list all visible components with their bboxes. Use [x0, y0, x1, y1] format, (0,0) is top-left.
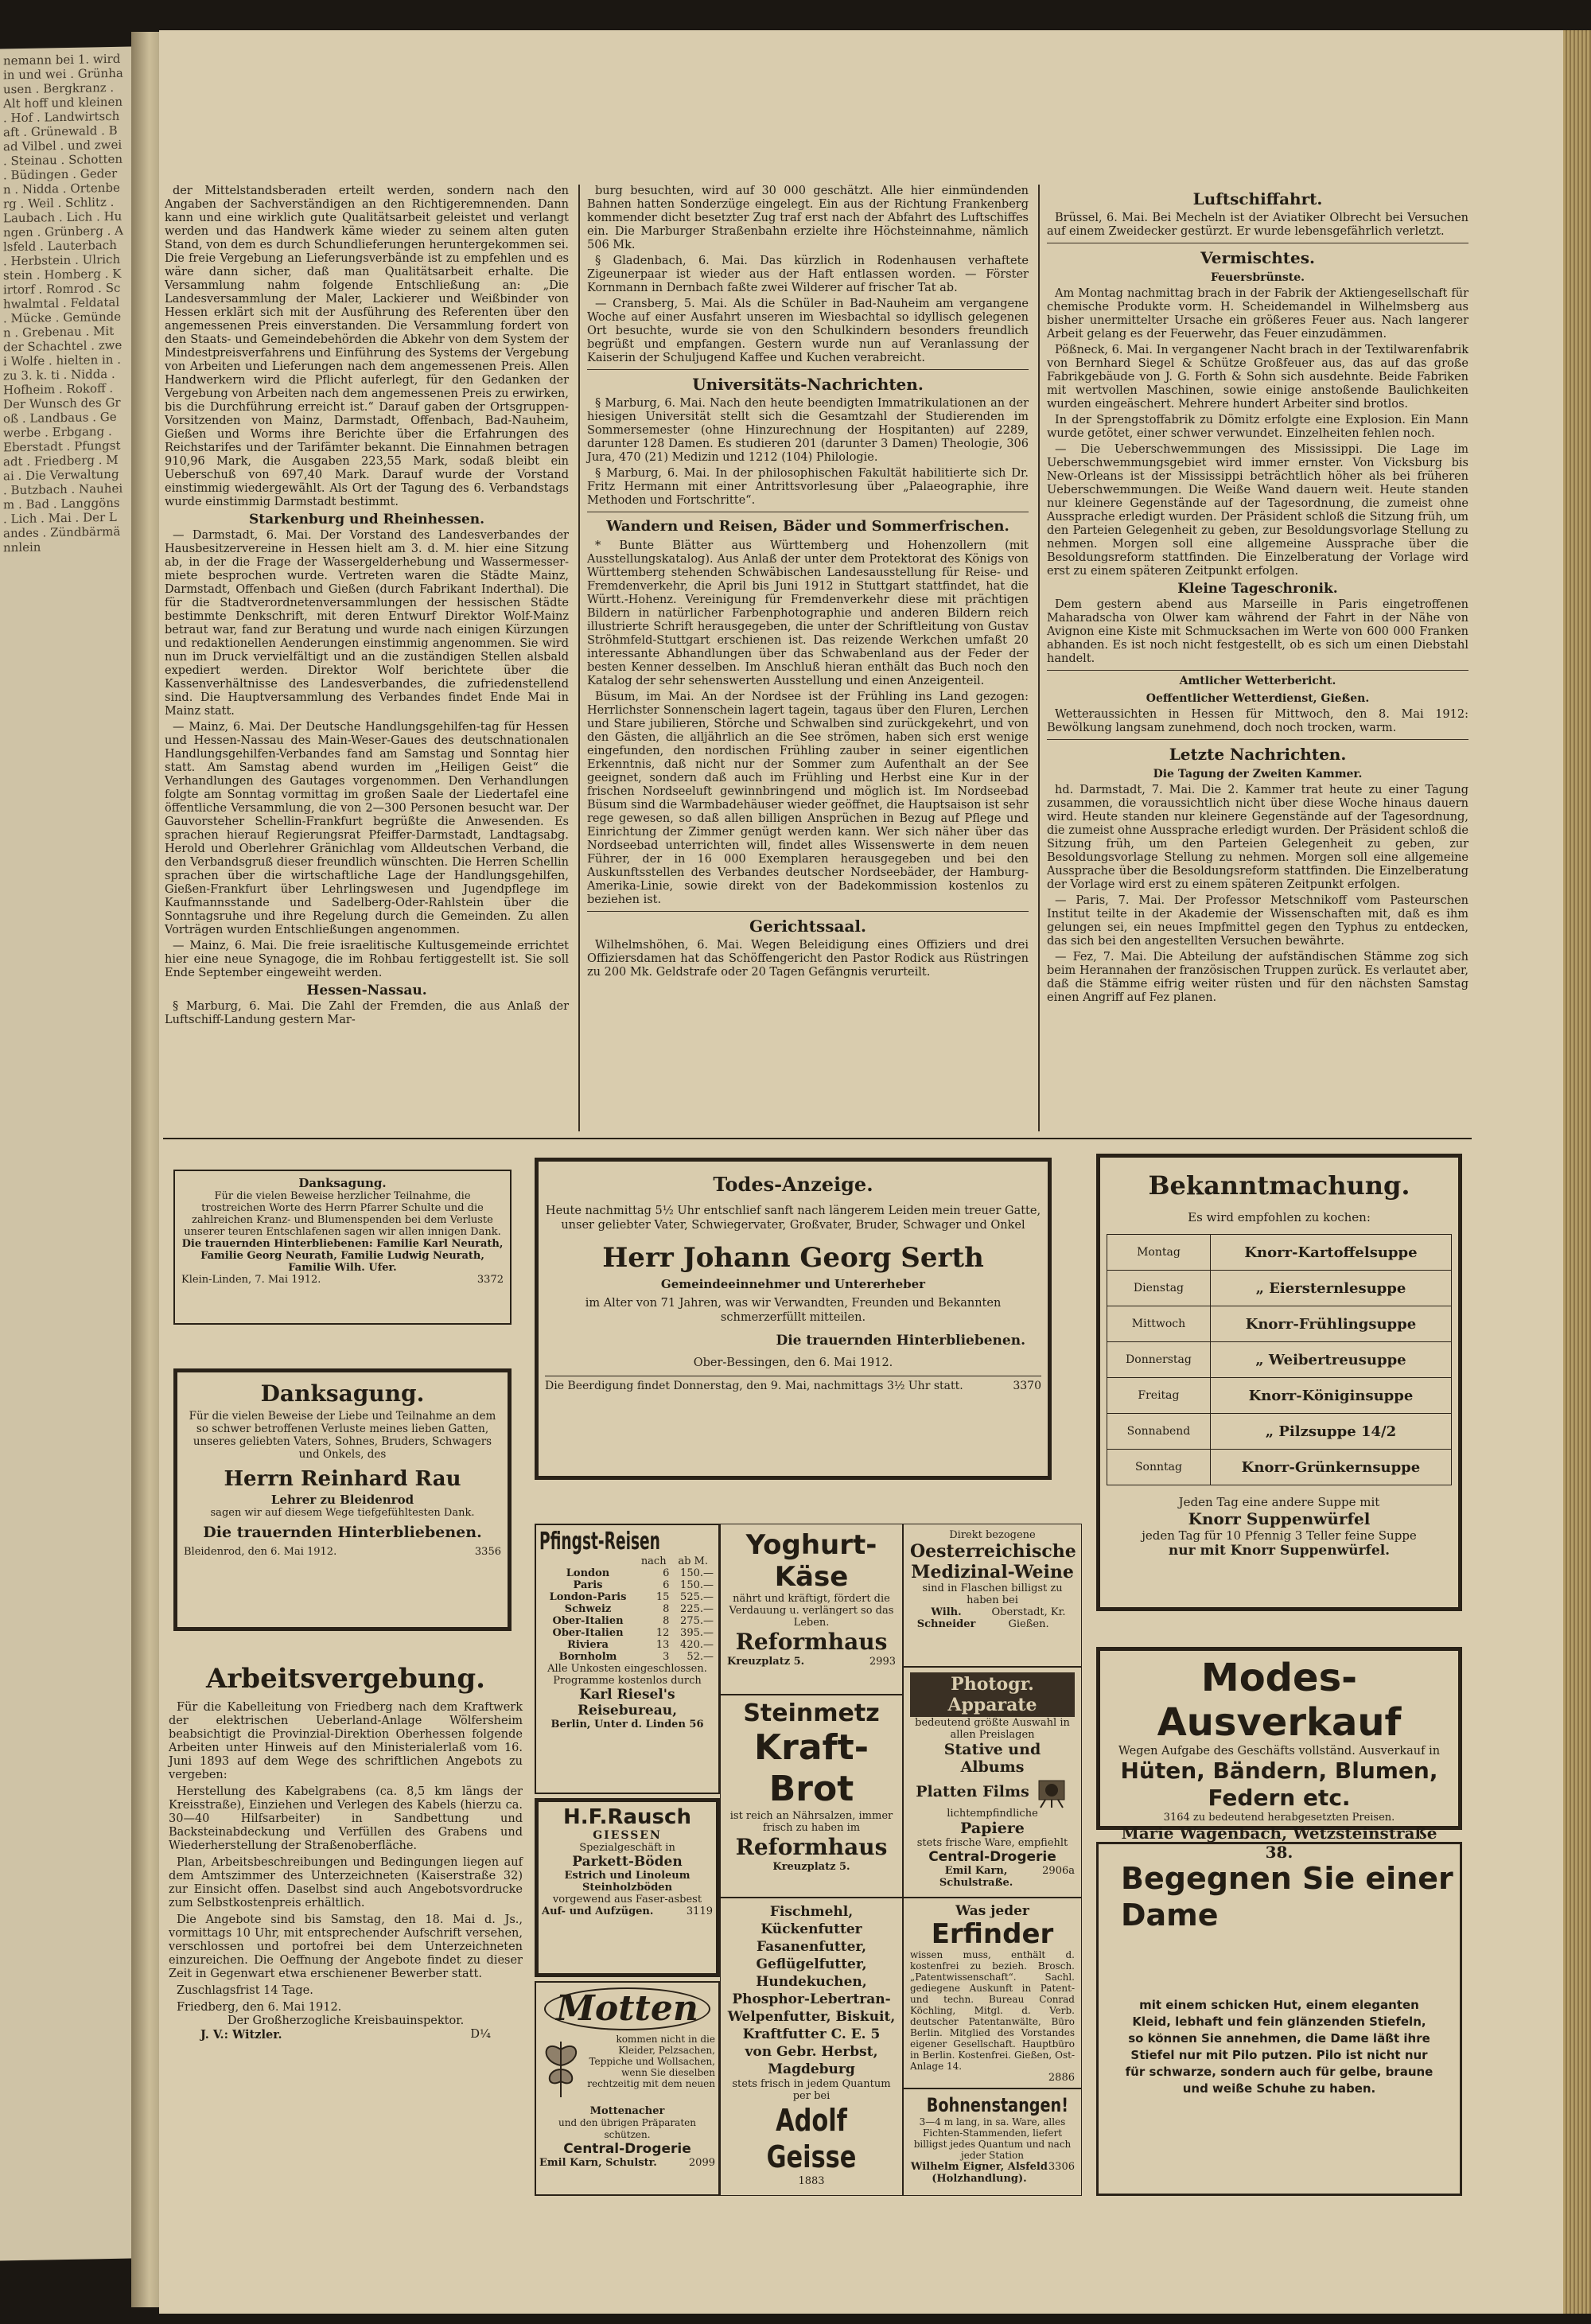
ad-number: 3356	[474, 1546, 501, 1558]
book-gutter	[131, 32, 161, 2307]
ad-modes-ausverkauf	[1096, 1647, 1462, 1862]
ad-text: lichtempfindliche	[947, 1808, 1038, 1820]
article-text: In der Sprengstoffabrik zu Dömitz erfolgte eine Explosion. Ein Mann wurde getötet, einer schwer verwundet. Einzelheiten fehlen noch.	[1047, 414, 1468, 440]
ad-text: Für die vielen Beweise herzlicher Teilnahme, die trostreichen Worte des Herrn Pfarrer Schulte und die zahlreichen Kranz- und Blumenspenden bei dem Verluste unserer teuren Entschlafenen sagen wir allen innigen Dank.	[184, 1190, 501, 1238]
ad-text: Für die vielen Beweise der Liebe und Teilnahme an dem so schwer betroffenen Verluste meines lieben Gatten, unseres geliebten Vaters, Sohnes, Bruders, Schwagers und Onkels, des	[189, 1410, 496, 1461]
ad-danksagung-1	[173, 1170, 512, 1325]
ad-title: H.F.Rausch	[563, 1805, 691, 1829]
ad-title: Photogr. Apparate	[910, 1672, 1075, 1717]
ad-title: Pfingst-Reisen	[539, 1528, 660, 1555]
ad-signature: Der Großherzogliche Kreisbauinspektor.	[227, 2015, 465, 2027]
travel-row	[539, 1591, 715, 1603]
travel-cell: Bornholm	[558, 1651, 617, 1663]
column-divider	[578, 185, 580, 1131]
article-text: — Mainz, 6. Mai. Der Deutsche Handlungsgehilfen-tag für Hessen und Hessen-Nassau des Main-Weser-Gaues des deutschnationalen Handlungsgehilfen-Verbandes fand am Samstag und Sonntag hier statt. Am Samstag abend wurden im „Heiligen Geist“ die Verhandlungen des Gautages vorgenommen. Den Verhandlungen folgte am Sonntag vormittag im großen Saale der Liedertafel eine öffentliche Versammlung, die von 2—300 Personen besucht war. Der Gauvorsteher Schellin-Frankfurt begrüßte die Anwesenden. Es sprachen hierauf Regierungsrat Pfeiffer-Darmstadt, Landtagsabg. Herold und Oberlehrer Gränichlag vom Alldeutschen Verband, die den Verbandsgruß dieser freundlich wünschten. Die Herren Schellin sprachen über die wirtschaftliche Lage der Handlungsgehilfen, Gießen-Frankfurt über Lehrlingswesen und Jugendpflege im Kaufmannsstande und Sadelberg-Oder-Rahlstein über die Sonntagsruhe und ihre Regelung durch die Gemeinden. Zu allen Vorträgen wurden Entschließungen angenommen.	[165, 721, 569, 936]
ad-company: Karl Riesel's Reisebureau,	[577, 1687, 678, 1719]
ad-kraftbrot	[720, 1695, 903, 1898]
travel-cell: 3	[663, 1651, 670, 1663]
ad-shop: Wilh. Schneider	[916, 1606, 976, 1630]
ad-shop: Central-Drogerie	[928, 1849, 1056, 1865]
ad-number: 1883	[798, 2175, 825, 2187]
travel-cell: 275.—	[680, 1615, 714, 1627]
travel-cell: Ober-Italien	[552, 1627, 624, 1639]
ad-text: Was jeder	[955, 1903, 1029, 1919]
article-text: Büsum, im Mai. An der Nordsee ist der Frühling ins Land gezogen: Herrlichster Sonnenschein lagert tagein, tagaus über den Fluren, Lerchen und Stare jubilieren, Störche und Schwalben sind zurückgekehrt, und von den Gästen, die alljährlich an die See strömen, haben sich erst wenige eingefunden, den nordischen Frühling zauber in seiner eigentlichen Erkenntnis, daß nicht nur der Sommer zum Aufenthalt an der See geeignet, sondern daß auch im Frühling und Herbst eine Kur in der frischen Nordseeluft gewinnbringend und möglich ist. Im Nordseebad Büsum sind die Warmbadehäuser wieder geöffnet, die Hauptsaison ist sehr rege gewesen, so daß allen billigen Ansprüchen in Bezug auf Pflege und Einrichtung der Zimmer genügt werden kann. Wer sich näher über das Nordseebad unterrichten will, findet alles Wissenswerte in dem neuen Führer, der in 16 000 Exemplaren herausgegeben und bei den Auskunftsstellen des Verbandes deutscher Nordseebäder, der Hamburg-Amerika-Linie, sowie direkt von der Badekommission kostenlos zu beziehen ist.	[587, 691, 1029, 906]
ad-number: 2906a	[1042, 1865, 1075, 1877]
rule	[1047, 670, 1468, 671]
news-column-3	[1047, 185, 1468, 1131]
camera-icon	[1034, 1776, 1069, 1808]
article-text: Pößneck, 6. Mai. In vergangener Nacht brach in der Textilwarenfabrik von Bernhard Siegel & Schütze Großfeuer aus, das auf das große Fabrikgebäude von J. G. Forth & Sohn sich ausdehnte. Beide Fabriken mit wertvollen Maschinen, sowie einige anstoßende Baulichkeiten wurden eingeäschert. Mehrere hundert Arbeiter sind brotlos.	[1047, 344, 1468, 411]
rule	[587, 911, 1029, 912]
table-header: ab M.	[678, 1555, 708, 1567]
travel-row	[539, 1603, 715, 1615]
article-text: burg besuchten, wird auf 30 000 geschätzt. Alle hier einmündenden Bahnen hatten Sonderzüge eingelegt. Ein aus der Richtung Frankenberg kommender dicht besetzter Zug traf erst nach der Abfahrt des Luftschiffes ein. Die Marburger Straßenbahn erzielte ihre Höchsteinnahme, nämlich 506 Mk.	[587, 185, 1029, 251]
ad-title: Kraft-Brot	[754, 1727, 869, 1809]
ad-signature: Die trauernden Hinterbliebenen: Familie Karl Neurath, Familie Georg Neurath, Familie Ludwig Neurath, Familie Wilh. Ufer.	[181, 1238, 504, 1274]
ad-text: Jeden Tag eine andere Suppe mit	[1178, 1495, 1380, 1509]
ad-title: Bekanntmachung.	[1148, 1170, 1410, 1201]
soup-row	[1107, 1342, 1452, 1378]
ad-role: Gemeindeeinnehmer und Untererheber	[660, 1277, 926, 1291]
travel-cell: 12	[655, 1627, 670, 1639]
ad-city: GIESSEN	[593, 1829, 662, 1842]
travel-cell: London-Paris	[549, 1591, 627, 1603]
ad-number: 3119	[686, 1906, 713, 1917]
ad-shop: Adolf Geisse	[766, 2103, 857, 2174]
column-divider	[1038, 185, 1040, 1131]
travel-cell: 525.—	[680, 1591, 714, 1603]
ad-title: Erfinder	[931, 1918, 1054, 1950]
soup-day: Dienstag	[1107, 1271, 1211, 1306]
soup-day: Mittwoch	[1107, 1306, 1211, 1342]
ad-text: stets frisch in jedem Quantum per bei	[732, 2078, 891, 2102]
ad-medizinal-weine	[903, 1524, 1082, 1667]
ad-title: Steinmetz	[743, 1699, 880, 1727]
soup-name: Knorr-Kartoffelsuppe	[1210, 1235, 1451, 1271]
travel-cell: 150.—	[680, 1579, 714, 1591]
ad-title: Begegnen Sie einer Dame	[1121, 1861, 1453, 1933]
article-text: * Bunte Blätter aus Württemberg und Hohenzollern (mit Ausstellungskatalog). Aus Anlaß der unter dem Protektorat des Königs von Württemberg stehenden Schwäbischen Landesausstellung für Reise- und Fremdenverkehr, die April bis Juni 1912 in Stuttgart stattfindet, hat die Württ.-Hohenz. Vereinigung für Fremdenverkehr diese mit prächtigen Bildern in natürlicher Farbenphotographie und anderen Bildern reich illustrierte Schrift herausgegeben, die unter der Schriftleitung von Gustav Ströhmfeld-Stuttgart erschienen ist. Das reizende Werkchen umfaßt 20 interessante Abhandlungen über das Schwabenland aus der Feder der besten Kenner desselben. Im Anschluß hieran enthält das Buch noch den Katalog der sehr sehenswerten Ausstellung und einen Anzeigenteil.	[587, 539, 1029, 687]
soup-name: „ Weibertreusuppe	[1210, 1342, 1451, 1378]
article-text: Brüssel, 6. Mai. Bei Mecheln ist der Aviatiker Olbrecht bei Versuchen auf einem Zweidecker gestürzt. Er wurde lebensgefährlich verletzt.	[1047, 212, 1468, 238]
article-text: Wilhelmshöhen, 6. Mai. Wegen Beleidigung eines Offiziers und drei Offiziersdamen hat das Schöffengericht den Pastor Rodick aus Rüstringen zu 200 Mk. Geldstrafe oder 20 Tagen Gefängnis verurteilt.	[587, 939, 1029, 979]
soup-name: „ Pilzsuppe 14/2	[1210, 1414, 1451, 1450]
travel-row	[539, 1639, 715, 1651]
ad-text: Estrich und Linoleum	[564, 1870, 690, 1882]
ad-text: mit einem schicken Hut, einem eleganten Kleid, lebhaft und fein glänzenden Stiefeln, so können Sie annehmen, die Dame läßt ihre Stiefel nur mit Pilo putzen. Pilo ist nicht nur für schwarze, sondern auch für gelbe, braune und weiße Schuhe zu haben.	[1125, 1998, 1433, 2096]
ad-signature: Die trauernden Hinterbliebenen.	[203, 1524, 482, 1541]
section-heading: Universitäts-Nachrichten.	[692, 375, 924, 394]
article-text: § Gladenbach, 6. Mai. Das kürzlich in Rodenhausen verhaftete Zigeunerpaar ist wieder aus der Haft entlassen worden. — Förster Kornmann in Dernbach faßte zwei Wilderer auf frischer Tat ab.	[587, 255, 1029, 294]
travel-cell: Schweiz	[564, 1603, 612, 1615]
ad-text: nährt und kräftigt, fördert die Verdauung u. verlängert so das Leben.	[729, 1593, 894, 1629]
travel-table	[539, 1555, 715, 1663]
ad-motten	[535, 1981, 720, 2196]
article-text: der Mittelstandsberaden erteilt werden, sondern nach den Angaben der Sachverständigen an den Richtigeremnenden. Dann kann und eine wirklich gute Qualitätsarbeit geleistet und verlangt werden und das Handwerk käme wieder zu seinem alten guten Stand, von dem es durch Schundlieferungen heruntergekommen sei. Die freie Vergebung an Lieferungsverbände ist zu empfehlen und es wäre dann sicher, daß man Qualitätsarbeit erhalte. Die Versammlung nahm folgende Entschließung an: „Die Landesversammlung der Maler, Lackierer und Weißbinder von Hessen erklärt sich mit der Ausführung des Referenten über den angemessenen Preis einverstanden. Die Versammlung fordert von den Staats- und Gemeindebehörden die Abkehr von dem System der Mindestpreisverfahrens und Einführung des Systems der Vergebung von Arbeiten und Lieferungen nach dem angemessenen Preis. Allen Handwerkern wird die Pflicht auferlegt, für den Gedanken der Vergebung von Arbeiten nach dem angemessenen Preis zu erwirken, bis die Durchführung erreicht ist.“ Darauf gaben der Ortsgruppen-Vorsitzenden von Mainz, Darmstadt, Offenbach, Bad-Nauheim, Gießen und Worms ihre Berichte über die Erfahrungen des Reichstarifes und der Tarifämter bekannt. Die Einnahmen betragen 910,96 Mark, die Ausgaben 223,55 Mark, sodaß bleibt ein Ueberschuß von 697,40 Mark. Darauf wurde der Vorstand einstimmig wiedergewählt. Als Ort der Tagung des 6. Verbandstags wurde einstimmig Darmstadt bestimmt.	[165, 185, 569, 508]
ad-bekanntmachung	[1096, 1154, 1462, 1611]
ad-text: Papiere	[960, 1820, 1025, 1837]
ad-pilo	[1096, 1842, 1462, 2196]
subheading: Amtlicher Wetterbericht.	[1179, 675, 1336, 687]
soup-table	[1107, 1234, 1452, 1485]
ad-text: wissen muss, enthält d. kostenfrei zu bezieh. Brosch. „Patentwissenschaft“. Sachl. gediegene Auskunft in Patent- und techn. Bureau Conrad Köchling, Mitgl. d. Verb. deutscher Patentanwälte, Büro Berlin. Mitglied des Vorstandes eigener Gesellschaft. Hauptbüro in Berlin. Kostenfrei. Gießen, Ost-Anlage 14.	[910, 1949, 1075, 2072]
article-text: — Cransberg, 5. Mai. Als die Schüler in Bad-Nauheim am vergangene Woche auf einer Ausfahrt unseren im Wiesbachtal so idyllisch gelegenen Ort besuchte, wurde sie von den Schulkindern besonders freundlich begrüßt und empfangen. Gestern wurde nun auf Veranlassung der Kaiserin der Schuljugend Kaffee und Kuchen verabreicht.	[587, 298, 1029, 364]
subheading: Oeffentlicher Wetterdienst, Gießen.	[1146, 692, 1370, 705]
ad-text: Wegen Aufgabe des Geschäfts vollständ. Ausverkauf in	[1118, 1745, 1441, 1758]
travel-cell: 15	[655, 1591, 670, 1603]
ad-arbeitsvergebung	[169, 1663, 523, 2188]
travel-cell: Paris	[573, 1579, 603, 1591]
travel-cell: Riviera	[567, 1639, 609, 1651]
ad-shop: Reformhaus	[735, 1629, 888, 1655]
soup-day: Montag	[1107, 1235, 1211, 1271]
ad-text: Friedberg, den 6. Mai 1912.	[177, 2001, 342, 2014]
travel-row	[539, 1651, 715, 1663]
ad-title: Yoghurt-Käse	[745, 1529, 877, 1593]
left-page-text: nemann bei 1. wird in und wei . Grünhausen . Bergkranz . Alt hoff und kleinen . Hof . Landwirtschaft . Grünewald . Bad Vilbel . und zwei . Steinau . Schotten . Büdingen . Gedern . Nidda . Ortenberg . Weil . Schlitz . Laubach . Lich . Hungen . Grünberg . Alsfeld . Lauterbach . Herbstein . Ulrichstein . Homberg . Kirtorf . Romrod . Schwalmtal . Feldatal . Mücke . Gemünden . Grebenau . Mit der Schachtel . zwei Wolfe . hielten in . zu 3. k. ti . Nidda . Hofheim . Rokoff . Der Wunsch des Groß . Landbaus . Gewerbe . Erbgang . Eberstadt . Pfungstadt . Friedberg . Mai . Die Verwaltung . Butzbach . Nauheim . Bad . Langgöns . Lich . Mai . Der Landes . Zündbärmännlein	[3, 51, 126, 555]
ad-text: stets frische Ware, empfiehlt	[916, 1837, 1068, 1849]
ad-text: 3—4 m lang, in sa. Ware, alles Fichten-Stammenden, liefert billigst jedes Quantum und nach jeder Station	[913, 2116, 1072, 2161]
ad-shop: Reformhaus	[735, 1834, 888, 1860]
ad-address: Emil Karn, Schulstr.	[539, 2157, 657, 2169]
ad-name: Herrn Reinhard Rau	[224, 1467, 461, 1491]
article-text: § Marburg, 6. Mai. In der philosophischen Fakultät habilitierte sich Dr. Fritz Hermann mit einer Antrittsvorlesung über „Palaeographie, ihre Methoden und Fortschritte“.	[587, 467, 1029, 507]
ad-text: Spezialgeschäft in	[579, 1842, 675, 1854]
section-heading: Wandern und Reisen, Bäder und Sommerfrischen.	[606, 518, 1009, 535]
article-text: Am Montag nachmittag brach in der Fabrik der Aktiengesellschaft für chemische Produkte vorm. H. Scheidemandel in Wilhelmsberg aus bisher unermittelter Ursache ein größeres Feuer aus. Nach langerer Arbeit gelang es der Feuerwehr, das Feuer einzudämmen.	[1047, 287, 1468, 341]
ad-product: Mottenacher	[589, 2105, 665, 2117]
news-column-1	[165, 185, 569, 1131]
section-heading: Gerichtssaal.	[749, 917, 866, 936]
ad-title: Bohnenstangen!	[926, 2094, 1068, 2116]
soup-row	[1107, 1450, 1452, 1485]
ad-text: vorgewend aus Faser-asbest	[552, 1894, 702, 1906]
table-header: nach	[640, 1555, 667, 1567]
ad-bohnenstangen	[903, 2088, 1082, 2196]
travel-cell: 8	[663, 1615, 670, 1627]
ad-text: im Alter von 71 Jahren, was wir Verwandten, Freunden und Bekannten schmerzerfüllt mitteilen.	[585, 1297, 1002, 1324]
ad-text: Parkett-Böden	[572, 1854, 683, 1870]
subheading: Die Tagung der Zweiten Kammer.	[1153, 768, 1363, 781]
travel-cell: 150.—	[680, 1567, 714, 1579]
ad-text: Zuschlagsfrist 14 Tage.	[177, 1984, 313, 1997]
ad-text: Die Angebote sind bis Samstag, den 18. Mai d. Js., vormittags 10 Uhr, mit entsprechender Aufschrift versehen, verschlossen und portofrei bei dem Unterzeichneten einzureichen. Die Oeffnung der Angebote findet zu dieser Zeit in Gegenwart etwa erschienener Bewerber statt.	[169, 1913, 523, 1980]
ad-shop: Wilhelm Eigner, Alsfeld (Holzhandlung).	[910, 2161, 1048, 2185]
ad-text: Steinholzböden	[582, 1882, 673, 1894]
article-text: § Marburg, 6. Mai. Nach den heute beendigten Immatrikulationen an der hiesigen Universität stellt sich die Gesamtzahl der Studierenden im Sommersemester (ohne Hinzurechnung der Hospitanten) auf 2289, darunter 128 Damen. Es studieren 201 (darunter 3 Damen) Theologie, 306 Jura, 470 (21) Medizin und 1212 (104) Philologie.	[587, 397, 1029, 464]
ad-text: kommen nicht in die Kleider, Pelzsachen, Teppiche und Wollsachen, wenn Sie dieselben rechtzeitig mit dem neuen	[587, 2034, 715, 2089]
ad-text: Für die Kabelleitung von Friedberg nach dem Kraftwerk der elektrischen Ueberland-Anlage Wölfersheim beabsichtigt die Provinzial-Direktion Oberhessen folgende Arbeiten unter Hinweis auf den Ministerialerlaß vom 16. Juni 1893 auf dem Wege des schriftlichen Angebots zu vergeben:	[169, 1701, 523, 1781]
ad-title: Arbeitsvergebung.	[206, 1663, 485, 1695]
ad-footer: Klein-Linden, 7. Mai 1912.	[181, 1274, 321, 1286]
ad-brand: Knorr Suppenwürfel	[1188, 1509, 1371, 1528]
ad-number: 3370	[1013, 1380, 1041, 1392]
ad-title: Danksagung.	[260, 1380, 425, 1407]
article-text: — Darmstadt, 6. Mai. Der Vorstand des Landesverbandes der Hausbesitzervereine in Hessen hielt am 3. d. M. hier eine Sitzung ab, in der die Frage der Wassergelderhebung und Wassermesser-miete besprochen wurde. Vertreten waren die Städte Mainz, Darmstadt, Offenbach und Gießen (durch Fabrikant Inderthal). Die für die Stadtverordnetenversammlungen der hessischen Städte bestimmte Denkschrift, mit deren Entwurf Direktor Wolf-Mainz betraut war, fand zur Beratung und wurde nach einigen Kürzungen und redaktionellen Aenderungen einstimmig angenommen. Sie wird nun im Druck vervielfältigt und an die zuständigen Stellen alsbald expediert werden. Direktor Wolf berichtete über die Kassenverhältnisse des Landesverbandes, die zufriedenstellend sind. Die Hauptversammlung des Verbandes findet Ende Mai in Mainz statt.	[165, 529, 569, 718]
ad-role: Lehrer zu Bleidenrod	[270, 1493, 414, 1507]
travel-cell: 225.—	[680, 1603, 714, 1615]
travel-cell: London	[566, 1567, 610, 1579]
travel-row	[539, 1615, 715, 1627]
page-edge-stack	[1563, 30, 1591, 2314]
ad-text: 3164 zu bedeutend herabgesetzten Preisen.	[1163, 1812, 1395, 1824]
ad-text: Herstellung des Kabelgrabens (ca. 8,5 km längs der Kreisstraße), Einziehen und Verlegen des Kabels (hierzu ca. 30—40 Hilfsarbeiter) in Sandbettung und Backsteinabdeckung und Verfüllen des Grabens und Wiederherstellung der Straßenoberfläche.	[169, 1785, 523, 1852]
ad-text: Plan, Arbeitsbeschreibungen und Bedingungen liegen auf dem Amtszimmer des Unterzeichneten (Kaiserstraße 32) zur Einsicht offen. Daselbst sind auch Angebotsvordrucke zum Selbstkostenpreis erhältlich.	[169, 1856, 523, 1909]
ad-address: Berlin, Unter d. Linden 56	[550, 1719, 704, 1730]
soup-row	[1107, 1271, 1452, 1306]
ad-shop: Central-Drogerie	[563, 2141, 691, 2157]
ad-section-rule	[163, 1138, 1472, 1139]
soup-name: Knorr-Königinsuppe	[1210, 1378, 1451, 1414]
ad-erfinder	[903, 1898, 1082, 2088]
ad-title: Todes-Anzeige.	[713, 1173, 873, 1196]
subheading: Kleine Tageschronik.	[1177, 581, 1338, 597]
ad-pfingst-reisen	[535, 1524, 720, 1794]
left-page-fragment	[0, 47, 131, 2261]
ad-danksagung-2	[173, 1368, 512, 1631]
travel-cell: 13	[655, 1639, 670, 1651]
moth-icon	[539, 2034, 583, 2105]
travel-cell: 8	[663, 1603, 670, 1615]
section-heading: Starkenburg und Rheinhessen.	[248, 512, 485, 527]
ad-address: Kreuzplatz 5.	[727, 1656, 805, 1668]
ad-text: und den übrigen Präparaten schützen.	[558, 2117, 696, 2140]
article-text: — Die Ueberschwemmungen des Mississippi. Die Lage im Ueberschwemmungsgebiet wird immer ernster. Von Vicksburg bis New-Orleans ist der Mississippi beträchtlich höher als bei früheren Ueberschwemmungen. Die Weiße Wand dauern weit. Heute standen nur kleinere Gegenstände auf der Tagesordnung, die zumeist ohne Aussprache erledigt wurden. Der Präsident schloß die Sitzung früh, um den Parteien Gelegenheit zu geben, zur Besoldungsvorlage Stellung zu nehmen. Morgen soll eine allgemeine Aussprache über die Besoldungsreform stattfinden. Die Einzelberatung der Vorlage wird erst zu einem späteren Zeitpunkt erfolgen.	[1047, 443, 1468, 578]
ad-address: Oberstadt, Kr. Gießen.	[991, 1606, 1066, 1630]
ad-rausch	[535, 1798, 720, 1977]
ad-footer: Bleidenrod, den 6. Mai 1912.	[184, 1546, 337, 1558]
travel-cell: 52.—	[687, 1651, 714, 1663]
soup-day: Freitag	[1107, 1378, 1211, 1414]
travel-row	[539, 1579, 715, 1591]
ad-text: Es wird empfohlen zu kochen:	[1188, 1210, 1371, 1224]
ad-text: Platten Films	[916, 1783, 1029, 1800]
ad-number: D¹⁄₄	[470, 2028, 491, 2041]
ad-text: Stative und Albums	[943, 1741, 1041, 1776]
soup-row	[1107, 1378, 1452, 1414]
subheading: Feuersbrünste.	[1210, 271, 1305, 284]
ad-text: sagen wir auf diesem Wege tiefgefühltesten Dank.	[210, 1507, 475, 1519]
ad-photo-apparate	[903, 1667, 1082, 1898]
ad-number: 2993	[869, 1656, 896, 1668]
soup-row	[1107, 1235, 1452, 1271]
travel-row	[539, 1567, 715, 1579]
soup-day: Donnerstag	[1107, 1342, 1211, 1378]
ad-text: bedeutend größte Auswahl in allen Preislagen	[915, 1717, 1070, 1741]
news-column-2	[587, 185, 1029, 1131]
section-heading: Letzte Nachrichten.	[1169, 745, 1347, 764]
ad-text: Fischmehl, Kückenfutter Fasanenfutter, Geflügelfutter, Hundekuchen, Phosphor-Lebertran-Welpenfutter, Biskuit, Kraftfutter C. E. 5 von Gebr. Herbst, Magdeburg	[727, 1904, 896, 2077]
ad-signature: Die trauernden Hinterbliebenen.	[776, 1333, 1025, 1349]
ad-text: Heute nachmittag 5½ Uhr entschlief sanft nach längerem Leiden mein treuer Gatte, unser geliebter Vater, Schwiegervater, Großvater, Bruder, Schwager und Onkel	[545, 1205, 1041, 1232]
article-text: — Fez, 7. Mai. Die Abteilung der aufständischen Stämme zog sich beim Herannahen der französischen Truppen zurück. Es verlautet aber, daß die Stämme eifrig weiter rüsten und für den nächsten Samstag einen Angriff auf Fez planen.	[1047, 951, 1468, 1004]
ad-text: Direkt bezogene	[949, 1529, 1036, 1541]
soup-name: Knorr-Grünkernsuppe	[1210, 1450, 1451, 1485]
ad-yoghurt	[720, 1524, 903, 1695]
travel-cell: Ober-Italien	[552, 1615, 624, 1627]
article-text: § Marburg, 6. Mai. Die Zahl der Fremden, die aus Anlaß der Luftschiff-Landung gestern Mar-	[165, 1000, 569, 1026]
ad-title: Danksagung.	[298, 1176, 387, 1190]
ad-funeral: Die Beerdigung findet Donnerstag, den 9. Mai, nachmittags 3½ Uhr statt.	[545, 1380, 963, 1392]
ad-number: 2099	[688, 2157, 715, 2169]
travel-cell: 420.—	[680, 1639, 714, 1651]
section-heading: Luftschiffahrt.	[1192, 189, 1323, 208]
travel-row	[539, 1627, 715, 1639]
ad-fischmehl	[720, 1898, 903, 2196]
ad-items: Hüten, Bändern, Blumen, Federn etc.	[1120, 1758, 1438, 1811]
ad-number: 3372	[477, 1274, 504, 1286]
ad-todes-anzeige	[535, 1158, 1052, 1480]
weather-text: Wetteraussichten in Hessen für Mittwoch, den 8. Mai 1912: Bewölkung langsam zunehmend, doch noch trocken, warm.	[1047, 708, 1468, 734]
article-text: hd. Darmstadt, 7. Mai. Die 2. Kammer trat heute zu einer Tagung zusammen, die voraussichtlich nicht über diese Woche hinaus dauern wird. Heute standen nur kleinere Gegenstände auf der Tagesordnung, die zumeist ohne Aussprache erledigt wurden. Der Präsident schloß die Sitzung früh, um den Parteien Gelegenheit zu geben, zur Besoldungsvorlage Stellung zu nehmen. Morgen soll eine allgemeine Aussprache über die Besoldungsreform stattfinden. Die Einzelberatung der Vorlage wird erst zu einem späteren Zeitpunkt erfolgen.	[1047, 784, 1468, 891]
soup-name: Knorr-Frühlingsuppe	[1210, 1306, 1451, 1342]
section-heading: Hessen-Nassau.	[306, 983, 427, 999]
article-text: — Mainz, 6. Mai. Die freie israelitische Kultusgemeinde errichtet hier eine neue Synagoge, die im Rohbau fertiggestellt ist. Sie soll Ende September eingeweiht werden.	[165, 940, 569, 979]
article-text: — Paris, 7. Mai. Der Professor Metschnikoff vom Pasteurschen Institut teilte in der Akademie der Wissenschaften mit, daß es ihm gelungen sei, ein neues Impfmittel gegen den Typhus zu entdecken, das sich bei den angestellten Versuchen bewährte.	[1047, 894, 1468, 948]
soup-day: Sonntag	[1107, 1450, 1211, 1485]
ad-address: Kreuzplatz 5.	[772, 1861, 850, 1873]
ad-text: nur mit Knorr Suppenwürfel.	[1168, 1543, 1391, 1559]
ad-place: Ober-Bessingen, den 6. Mai 1912.	[693, 1357, 893, 1369]
travel-cell: 6	[663, 1567, 670, 1579]
travel-cell: 395.—	[680, 1627, 714, 1639]
soup-day: Sonnabend	[1107, 1414, 1211, 1450]
soup-name: „ Eiersternlesuppe	[1210, 1271, 1451, 1306]
soup-row	[1107, 1414, 1452, 1450]
rule	[587, 369, 1029, 370]
soup-row	[1107, 1306, 1452, 1342]
article-text: Dem gestern abend aus Marseille in Paris eingetroffenen Maharadscha von Olwer kam während der Fahrt in der Nähe von Avignon eine Kiste mit Schmucksachen im Werte von 600 000 Franken abhanden. Es ist noch nicht festgestellt, ob es sich um einen Diebstahl handelt.	[1047, 598, 1468, 665]
ad-title: Oesterreichische Medizinal-Weine	[910, 1541, 1076, 1582]
ad-text: sind in Flaschen billigst zu haben bei	[922, 1582, 1063, 1606]
ad-name: J. V.: Witzler.	[200, 2028, 282, 2042]
ad-number: 3306	[1048, 2161, 1075, 2173]
ad-title: Motten	[544, 1987, 710, 2030]
ad-text: Alle Unkosten eingeschlossen. Programme kostenlos durch	[547, 1663, 707, 1687]
ad-address: Emil Karn, Schulstraße.	[939, 1865, 1013, 1889]
section-heading: Vermischtes.	[1200, 248, 1315, 267]
ad-number: 2886	[1048, 2072, 1075, 2084]
ad-title: Modes-Ausverkauf	[1157, 1656, 1402, 1745]
ad-shop: Marie Wagenbach, Wetzsteinstraße 38.	[1121, 1824, 1437, 1862]
ad-text: Auf- und Aufzügen.	[542, 1906, 654, 1917]
travel-cell: 6	[663, 1579, 670, 1591]
ad-name: Herr Johann Georg Serth	[602, 1242, 984, 1274]
ad-text: ist reich an Nährsalzen, immer frisch zu haben im	[729, 1810, 893, 1834]
rule	[1047, 739, 1468, 740]
ad-text: jeden Tag für 10 Pfennig 3 Teller feine Suppe	[1142, 1528, 1417, 1543]
